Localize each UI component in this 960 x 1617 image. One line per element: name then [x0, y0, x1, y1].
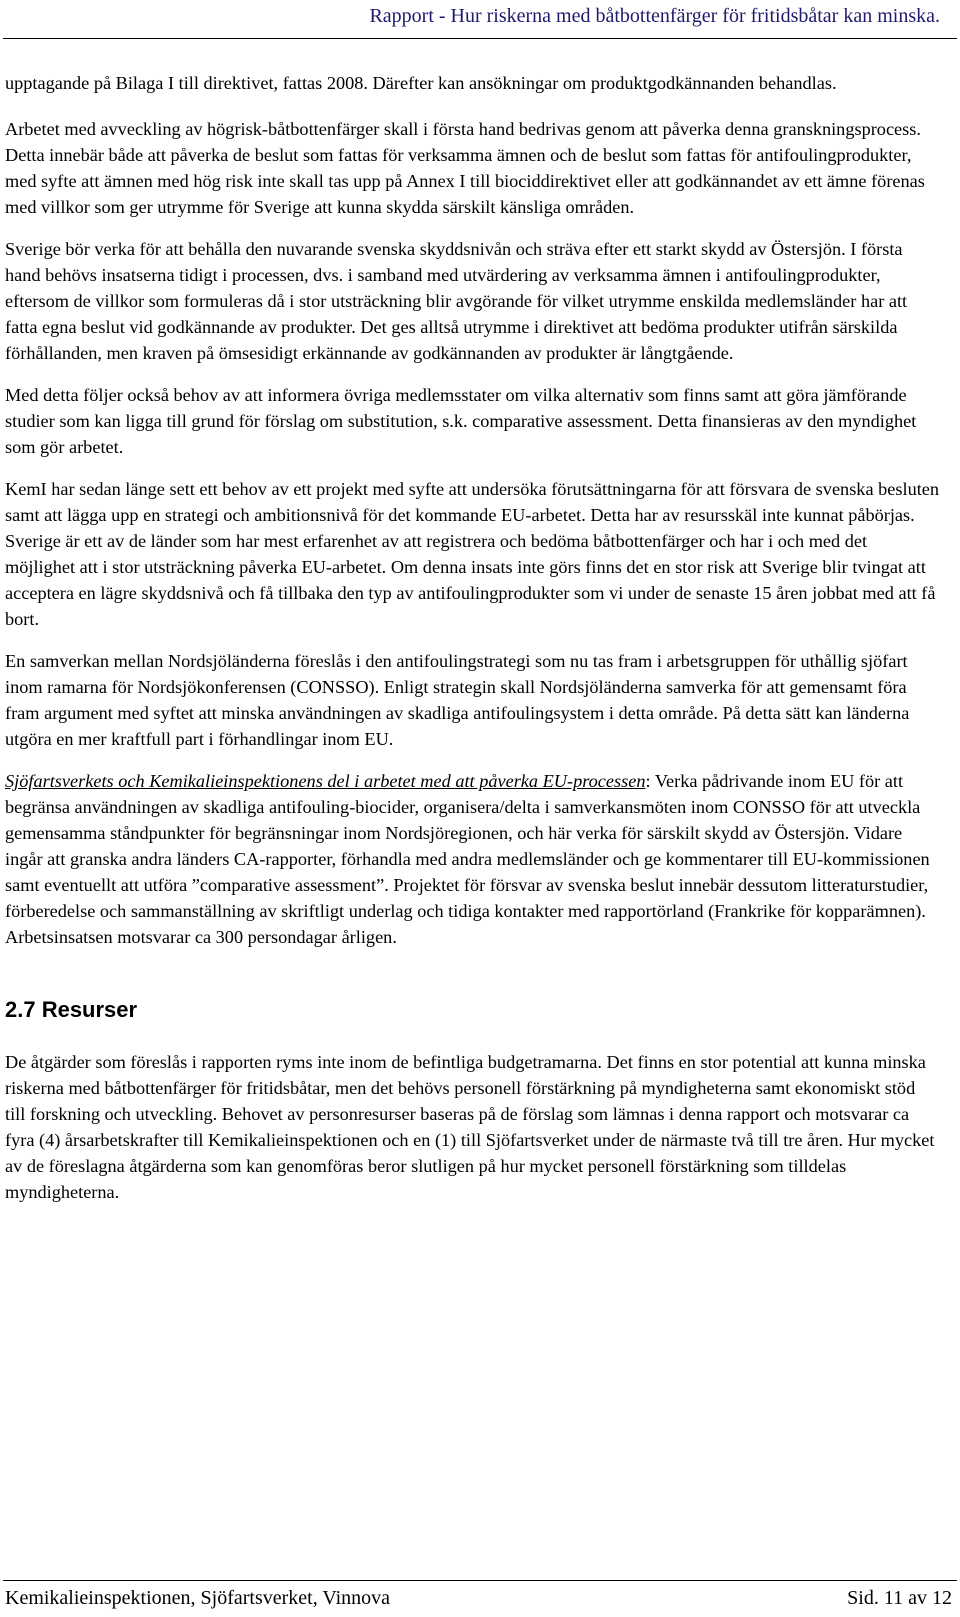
- paragraph-continuation: upptagande på Bilaga I till direktivet, fattas 2008. Därefter kan ansökningar om produktgodkännanden behandlas.: [5, 73, 837, 93]
- running-header: Rapport - Hur riskerna med båtbottenfärger för fritidsbåtar kan minska.: [369, 5, 940, 27]
- paragraph-nordsjolanderna: En samverkan mellan Nordsjöländerna föreslås i den antifoulingstrategi som nu tas fram i arbetsgruppen för uthållig sjöfart inom ramarna för Nordsjökonferensen (CONSSO). Enligt strategin skall Nordsjöländerna samverka för att gemensamt föra fram argument med syftet att minska användningen av skadliga antifoulingsystem i detta område. På detta sätt kan länderna utgöra en mer kraftfull part i förhandlingar inom EU.: [5, 651, 910, 749]
- header-divider: [3, 38, 957, 39]
- paragraph-granskningsprocess: Arbetet med avveckling av högrisk-båtbottenfärger skall i första hand bedrivas genom att påverka denna granskningsprocess. Detta innebär både att påverka de beslut som fattas för verksamma ämnen och de beslut som fattas för antifoulingprodukter, med syfte att ämnen med hög risk inte skall tas upp på Annex I till biociddirektivet eller att godkännandet av ett ämne förenas med villkor som ger utrymme för Sverige att kunna skydda särskilt känsliga områden.: [5, 119, 925, 217]
- paragraph-lead-underlined: Sjöfartsverkets och Kemikalieinspektionens del i arbetet med att påverka EU-processen: [5, 771, 646, 791]
- footer-page-number: Sid. 11 av 12: [847, 1587, 952, 1609]
- section-heading-resurser: 2.7 Resurser: [5, 997, 138, 1022]
- footer-organizations: Kemikalieinspektionen, Sjöfartsverket, Vinnova: [5, 1587, 391, 1609]
- paragraph-resurser: De åtgärder som föreslås i rapporten ryms inte inom de befintliga budgetramarna. Det finns en stor potential att kunna minska riskerna med båtbottenfärger för fritidsbåtar, men det behövs personell förstärkning på myndigheterna samt ekonomiskt stöd till forskning och utveckling. Behovet av personresurser baseras på de förslag som lämnas i denna rapport och motsvarar ca fyra (4) årsarbetskrafter till Kemikalieinspektionen och en (1) till Sjöfartsverket under de närmaste två till tre åren. Hur mycket av de föreslagna åtgärderna som kan genomföras beror slutligen på hur mycket personell förstärkning som tilldelas myndigheterna.: [5, 1052, 935, 1202]
- document-body: [5, 70, 940, 1221]
- paragraph-skyddsniva: Sverige bör verka för att behålla den nuvarande svenska skyddsnivån och sträva efter ett starkt skydd av Östersjön. I första hand behövs insatserna tidigt i processen, dvs. i samband med utvärdering av verksamma ämnen i antifoulingprodukter, eftersom de villkor som formuleras då i stor utsträckning blir avgörande för vilket utrymme enskilda medlemsländer har att fatta egna beslut vid godkännande av produkter. Det ges alltså utrymme i direktivet att bedöma produkter utifrån särskilda förhållanden, men kraven på ömsesidigt erkännande av godkännanden av produkter är långtgående.: [5, 239, 908, 363]
- paragraph-kemi-projekt: KemI har sedan länge sett ett behov av ett projekt med syfte att undersöka förutsättningarna för att försvara de svenska besluten samt att lägga upp en strategi och ambitionsnivå för det kommande EU-arbetet. Detta har av resursskäl inte kunnat påbörjas. Sverige är ett av de länder som har mest erfarenhet av att registrera och bedöma båtbottenfärger och har i och med det möjlighet att i stor utsträckning påverka EU-arbetet. Om denna insats inte görs finns det en stor risk att Sverige blir tvingat att acceptera en lägre skyddsnivå och få tillbaka den typ av antifoulingprodukter som vi under de senaste 15 åren jobbat med att få bort.: [5, 479, 940, 629]
- paragraph-informera: Med detta följer också behov av att informera övriga medlemsstater om vilka alternativ som finns samt att göra jämförande studier som kan ligga till grund för förslag om substitution, s.k. comparative assessment. Detta finansieras av den myndighet som gör arbetet.: [5, 385, 917, 457]
- page-footer: [5, 1585, 952, 1611]
- paragraph-lead-rest: : Verka pådrivande inom EU för att begränsa användningen av skadliga antifouling-biocider, organisera/delta i samverkansmöten inom CONSSO för att utveckla gemensamma ståndpunkter för begränsningar inom Nordsjöregionen, och här verka för särskilt skydd av Östersjön. Vidare ingår att granska andra länders CA-rapporter, förhandla med andra medlemsländer och ge kommentarer till EU-kommissionen samt eventuellt att utföra ”comparative assessment”. Projektet för försvar av svenska beslut innebär dessutom litteraturstudier, förberedelse och sammanställning av skriftligt underlag och tidiga kontakter med rapportörland (Frankrike för kopparämnen). Arbetsinsatsen motsvarar ca 300 persondagar årligen.: [5, 771, 930, 947]
- paragraph-myndigheternas-del: [5, 768, 940, 950]
- footer-divider: [3, 1580, 957, 1581]
